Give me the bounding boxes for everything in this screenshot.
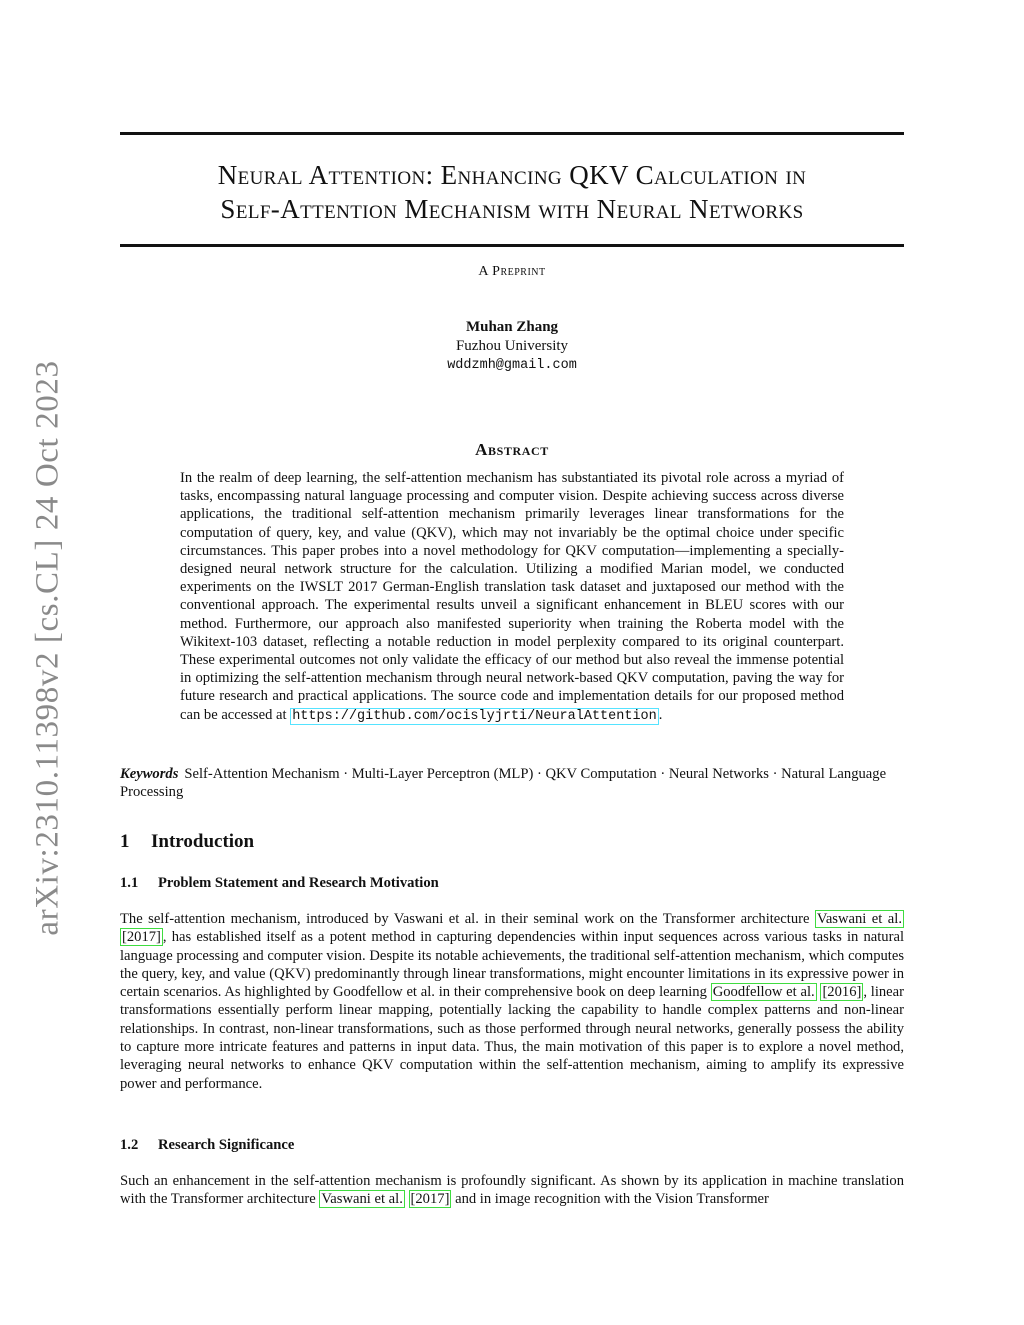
author-email[interactable]: wddzmh@gmail.com [447,358,577,373]
source-code-link[interactable]: https://github.com/ocislyjrti/NeuralAttention [292,708,657,724]
citation-year-link[interactable]: [2017] [122,929,161,946]
keywords-label: Keywords [120,766,179,782]
abstract-heading: Abstract [475,440,549,459]
citation-link-goodfellow[interactable]: Goodfellow et al. [712,984,815,1001]
author-block [120,318,904,375]
arxiv-identifier: arXiv:2310.11398v2 [cs.CL] 24 Oct 2023 [29,360,66,936]
citation-link-vaswani[interactable]: Vaswani et al. [321,1191,403,1208]
citation-link-vaswani[interactable]: Vaswani et al. [816,911,902,927]
subsection-heading-problem [120,875,904,892]
subsection-title: Problem Statement and Research Motivation [158,875,439,891]
citation-year-link[interactable]: [2017] [410,1191,450,1208]
section-title: Introduction [151,831,255,852]
para-text: Such an enhancement in the self-attention mechanism is profoundly significant. As shown by its application in machine translation with the Transformer architecture [120,1173,904,1208]
preprint-label: A Preprint [478,264,546,279]
keywords-list: Self-Attention Mechanism · Multi-Layer Perceptron (MLP) · QKV Computation · Neural Networks · Natural Language Processing [120,766,887,801]
section-heading-introduction [120,831,904,853]
title-top-rule [120,132,904,135]
author-affiliation: Fuzhou University [455,338,569,354]
abstract-end: . [658,706,663,723]
paragraph-significance [120,1172,904,1209]
para-text: , has established itself as a potent method in capturing dependencies within input sequences across various tasks in natural language processing and computer vision. Despite its notable achievements, the traditional self-attention mechanism, which computes the query, key, and value (QKV) predominantly through linear transformations, might encounter limitations in its expressive power in certain scenarios. As highlighted by Goodfellow et al. in their comprehensive book on deep learning [120,929,904,1001]
title-line-1: Neural Attention: Enhancing QKV Calculation in [217,160,807,190]
section-number: 1 [120,831,130,852]
paper-title [120,158,904,226]
subsection-number: 1.1 [120,875,139,891]
abstract-body [180,469,844,726]
paragraph-motivation [120,910,904,1093]
abstract-text: In the realm of deep learning, the self-attention mechanism has substantiated its pivotal role across a myriad of tasks, encompassing natural language processing and computer vision. Despite achieving success across diverse applications, the traditional self-attention mechanism primarily leverages linear transformations for the computation of query, key, and value (QKV), which may not invariably be the optimal choice under specific circumstances. This paper probes into a novel methodology for QKV computation—implementing a specially-designed neural network structure for the calculation. Utilizing a modified Marian model, we conducted experiments on the IWSLT 2017 German-English translation task dataset and juxtaposed our method with the conventional approach. The experimental results unveil a significant enhancement in BLEU scores with our method. Furthermore, our approach also manifested superiority when training the Roberta model with the Wikitext-103 dataset, reflecting a notable reduction in model perplexity compared to its original counterpart. These experimental outcomes not only validate the efficacy of our method but also reveal the immense potential in optimizing the self-attention mechanism through neural network-based QKV computation, paving the way for future research and practical applications. The source code and implementation details for our proposed method can be accessed at [180,470,844,723]
para-text: and in image recognition with the Vision Transformer [451,1191,769,1208]
title-line-2: Self-Attention Mechanism with Neural Networks [220,194,804,224]
author-name: Muhan Zhang [465,319,559,335]
subsection-heading-significance [120,1137,904,1154]
title-bottom-rule [120,244,904,247]
subsection-number: 1.2 [120,1137,139,1153]
keywords-block [120,765,904,801]
para-text: The self-attention mechanism, introduced by Vaswani et al. in their seminal work on the Transformer architecture [120,911,815,927]
citation-year-link[interactable]: [2016] [822,984,862,1001]
para-text: , linear transformations essentially perform linear mapping, potentially lacking the capability to handle complex patterns and non-linear relationships. In contrast, non-linear transformations, such as those performed through neural networks, generally possess the ability to capture more intricate features and patterns in input data. Thus, the main motivation of this paper is to explore a novel method, leveraging neural networks to enhance QKV computation within the self-attention mechanism, aiming to amplify its expressive power and performance. [120,984,904,1092]
subsection-title: Research Significance [158,1137,295,1153]
